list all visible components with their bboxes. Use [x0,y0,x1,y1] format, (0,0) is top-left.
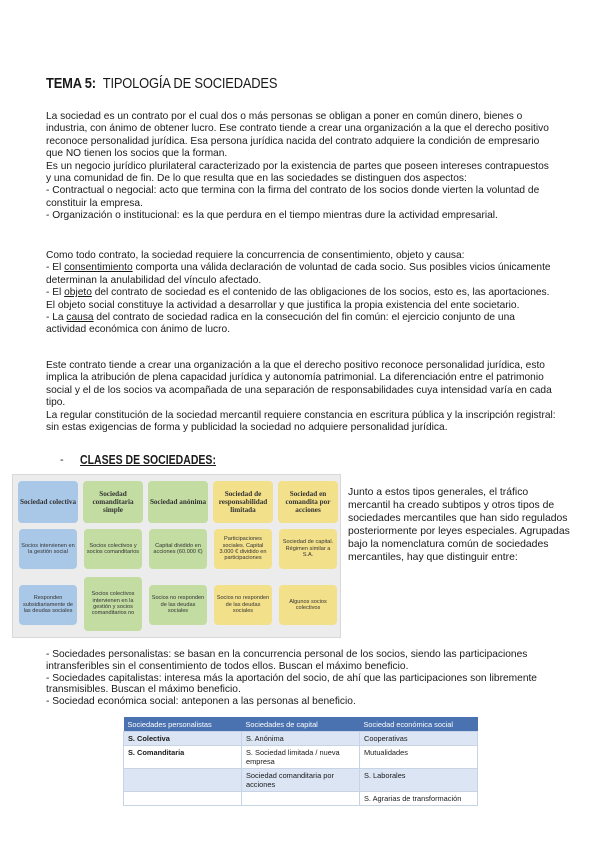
intro-paragraph: - Contractual o negocial: acto que termina con la firma del contrato de los socios donde vierten la voluntad de constituir la empresa. [46,185,540,209]
table-cell: Sociedad comanditaria por acciones [242,769,360,792]
column-box: Participaciones sociales. Capital 3.000 € dividido en participaciones [214,529,272,569]
table-cell: Mutualidades [360,746,478,769]
term-objeto: objeto [64,287,92,299]
column-header: Sociedad anónima [148,481,208,523]
column-box: Sociedad de capital. Régimen similar a S.A. [279,529,337,569]
table-cell: S. Laborales [360,769,478,792]
diagram-column [148,481,208,631]
contract-item-causa: - La causa del contrato de sociedad radica en la consecución del fin común: el ejercicio conjunto de una actividad económica con ánimo de lucro. [46,312,515,336]
table-cell [124,792,242,806]
table-cell [242,792,360,806]
diagram-column [83,481,143,631]
column-box: Socios colectivos y socios comanditarios [84,529,142,569]
table-cell: S. Anónima [242,732,360,746]
title-label: TEMA 5: [46,75,96,92]
diagram-column [18,481,78,631]
column-header: Sociedad en comandita por acciones [278,481,338,523]
list-item: - Sociedades capitalistas: interesa más la aportación del socio, de ahí que las participaciones son libremente transmisibles. Buscan el máximo beneficio. [46,672,537,696]
column-header: Sociedad colectiva [18,481,78,523]
table-cell: S. Sociedad limitada / nueva empresa [242,746,360,769]
table-header: Sociedad económica social [360,717,478,732]
column-box: Socios no responden de las deudas sociales [214,585,272,625]
table-cell [124,769,242,792]
column-box: Socios no responden de las deudas sociales [149,585,207,625]
term-causa: causa [66,312,94,324]
column-box: Socios colectivos intervienen en la gestión y socios comanditarios no [84,577,142,631]
page-title [46,75,277,92]
table-cell: S. Agrarias de transformación [360,792,478,806]
column-header: Sociedad de responsabilidad limitada [213,481,273,523]
column-header: Sociedad comanditaria simple [83,481,143,523]
table-cell: S. Colectiva [124,732,242,746]
company-groups-list [46,649,566,708]
intro-paragraph: Es un negocio jurídico plurilateral caracterizado por la existencia de partes que poseen intereses contrapuestos y una comunidad de fin. De lo que resulta que en las sociedades se distinguen dos aspectos: [46,160,549,185]
title-text: TIPOLOGÍA DE SOCIEDADES [102,75,278,92]
contract-item-objeto: - El objeto del contrato de sociedad es el contenido de las obligaciones de los socios, esto es, las aportaciones. El objeto social constituye la actividad a desarrollar y que justifica la propia existencia del ente societario. [46,287,550,311]
company-types-diagram [12,474,341,638]
contract-section [46,250,556,337]
table-header: Sociedades personalistas [124,717,242,732]
diagram-column [278,481,338,631]
term-consentimiento: consentimiento [64,262,133,274]
section-dash: - [60,454,64,466]
organization-paragraph: Este contrato tiende a crear una organización a la que el derecho positivo reconoce personalidad jurídica, esto implica la atribución de plena capacidad jurídica y autonomía patrimonial. La diferenciación entre el patrimonio social y el de los socios va acompañada de una separación de responsabilidades cuya intensidad varía en cada tipo. [46,360,552,409]
table-row [124,769,478,792]
contract-lead: Como todo contrato, la sociedad requiere la concurrencia de consentimiento, objeto y causa: [46,250,465,261]
diagram-column [213,481,273,631]
organization-section [46,360,556,434]
side-paragraph: Junto a estos tipos generales, el tráfico mercantil ha creado subtipos y otros tipos de sociedades mercantiles que han sido regulados posteriormente por leyes especiales. Agrupadas bajo la nomenclatura común de sociedades mercantiles, hay que distinguir entre: [348,487,570,563]
contract-item-consentimiento: - El consentimiento comporta una válida declaración de voluntad de cada socio. Sus posibles vicios únicamente determinan la anulabilidad del vínculo afectado. [46,262,551,286]
table-row [124,746,478,769]
table-header-row [124,717,478,732]
company-types-table [123,717,478,806]
intro-paragraph: - Organización o institucional: es la que perdura en el tiempo mientras dure la actividad empresarial. [46,210,498,222]
intro-section [46,111,556,223]
section-title: CLASES DE SOCIEDADES: [80,453,216,467]
table-row [124,732,478,746]
table-cell: Cooperativas [360,732,478,746]
table-cell: S. Comanditaria [124,746,242,769]
organization-paragraph: La regular constitución de la sociedad mercantil requiere constancia en escritura pública y la inscripción registral: sin estas exigencias de forma y publicidad la sociedad no adquiere personalidad jurídica. [46,409,556,434]
list-item: - Sociedades personalistas: se basan en la concurrencia personal de los socios, siendo las participaciones intransferibles sin el consentimiento de todos ellos. Buscan el máximo beneficio. [46,649,528,672]
table-row [124,792,478,806]
column-box: Algunos socios colectivos [279,585,337,625]
column-box: Responden subsidiariamente de las deudas sociales [19,585,77,625]
table-header: Sociedades de capital [242,717,360,732]
column-box: Socios intervienen en la gestión social [19,529,77,569]
intro-paragraph: La sociedad es un contrato por el cual dos o más personas se obligan a poner en común dinero, bienes o industria, con ánimo de obtener lucro. Ese contrato tiende a crear una organización a la que el derecho positivo reconoce personalidad jurídica. Esa persona jurídica nacida del contrato adquiere la condición de empresario que NO tienen los socios que la forman. [46,111,549,160]
list-item: - Sociedad económica social: anteponen a las personas al beneficio. [46,696,356,708]
column-box: Capital dividido en acciones (60.000 €) [149,529,207,569]
